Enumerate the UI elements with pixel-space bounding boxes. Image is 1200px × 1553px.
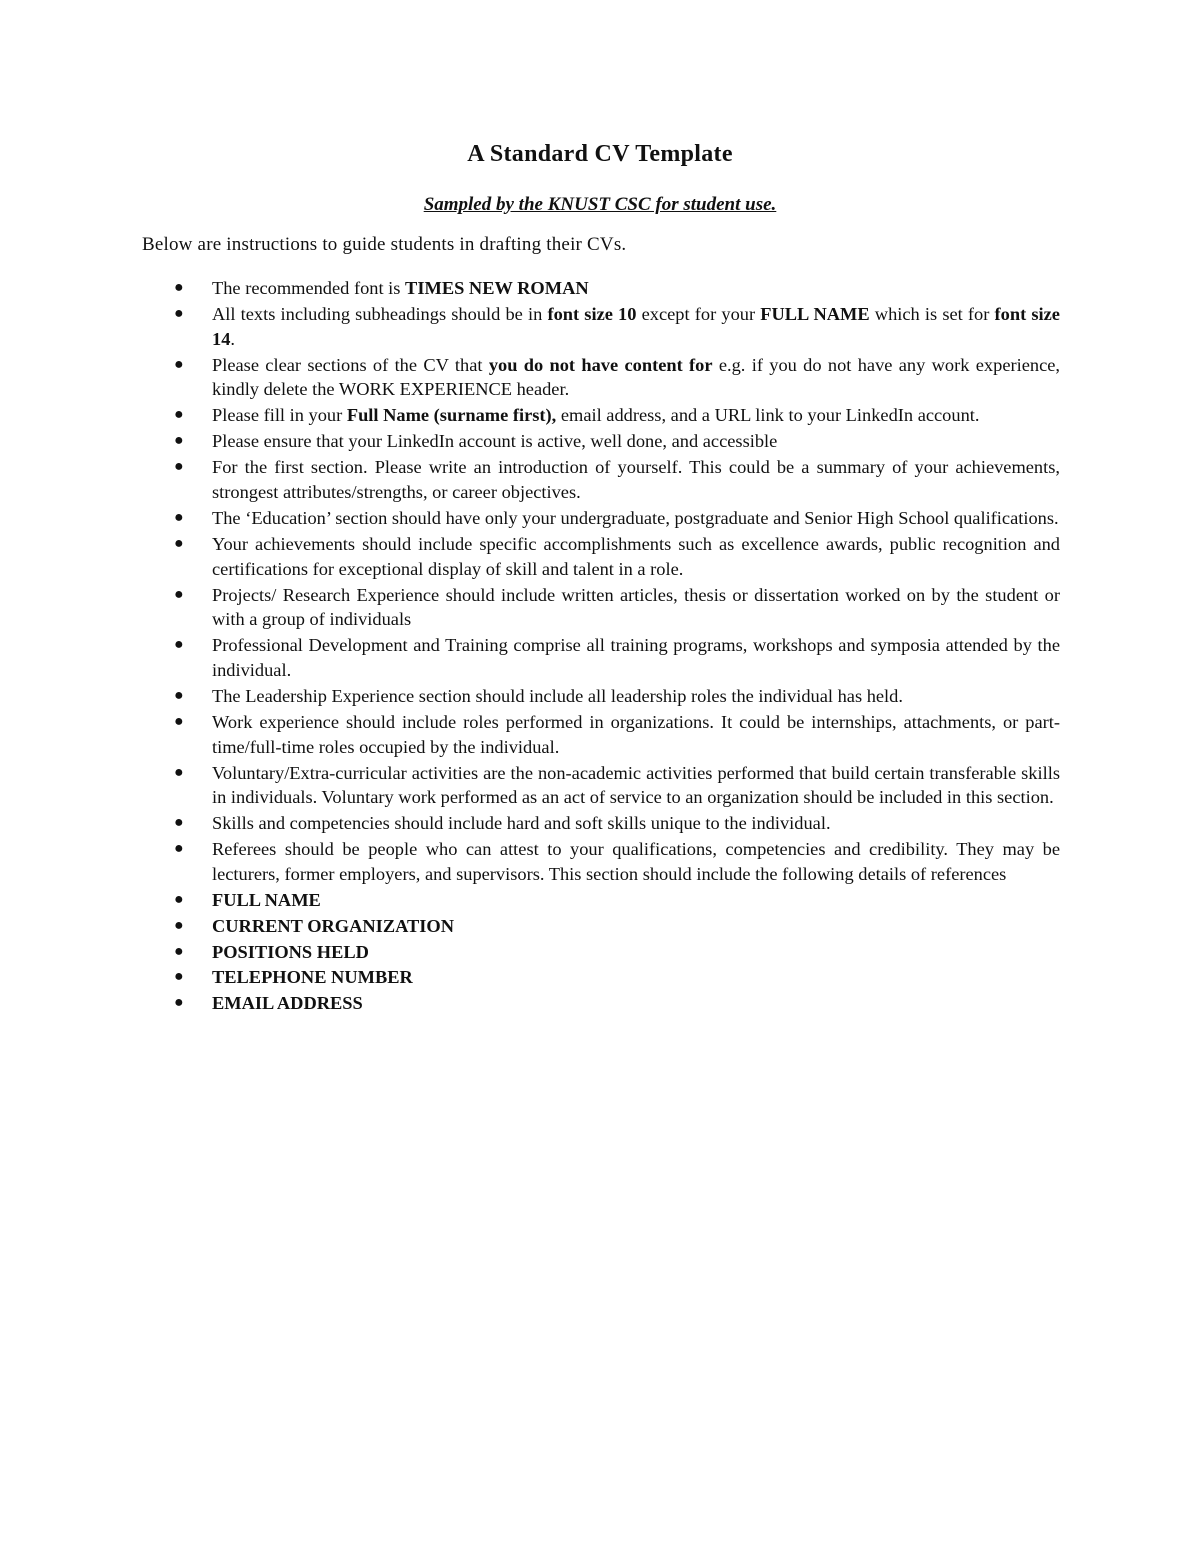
instruction-text: All texts including subheadings should be in	[212, 304, 548, 325]
reference-field-label: TELEPHONE NUMBER	[212, 967, 413, 988]
instruction-item	[142, 633, 1060, 682]
instruction-text: .	[230, 328, 235, 349]
document-title: A Standard CV Template	[467, 141, 733, 167]
bullet-icon: ●	[174, 763, 184, 781]
instruction-item	[142, 583, 1060, 632]
bullet-icon: ●	[174, 509, 184, 527]
emphasis-text: font size 10	[547, 304, 637, 325]
instruction-item	[142, 532, 1060, 581]
bullet-icon: ●	[174, 942, 184, 960]
intro-text: Below are instructions to guide students in drafting their CVs.	[142, 234, 627, 255]
reference-field-item	[142, 965, 1060, 990]
instruction-text: The Leadership Experience section should include all leadership roles the individual has held.	[212, 685, 903, 706]
bullet-icon: ●	[174, 305, 184, 323]
emphasis-text: you do not have content for	[488, 354, 713, 375]
instruction-text: Projects/ Research Experience should include written articles, thesis or dissertation worked on by the student or with a group of individuals	[212, 584, 1060, 630]
emphasis-text: TIMES NEW ROMAN	[405, 278, 589, 298]
instruction-item	[142, 811, 1060, 836]
bullet-icon: ●	[174, 890, 184, 908]
bullet-icon: ●	[174, 636, 184, 654]
instruction-item	[142, 353, 1060, 402]
reference-field-label: EMAIL ADDRESS	[212, 993, 363, 1014]
reference-field-label: POSITIONS HELD	[212, 941, 369, 962]
bullet-icon: ●	[174, 968, 184, 986]
instruction-text: Please clear sections of the CV that	[212, 354, 489, 375]
instruction-text: Please ensure that your LinkedIn account is active, well done, and accessible	[212, 431, 778, 452]
document-subtitle: Sampled by the KNUST CSC for student use.	[423, 194, 777, 215]
bullet-icon: ●	[174, 994, 184, 1012]
bullet-icon: ●	[174, 840, 184, 858]
bullet-icon: ●	[174, 585, 184, 603]
instruction-text: For the first section. Please write an introduction of yourself. This could be a summary of your achievements, strongest attributes/strengths, or career objectives.	[212, 457, 1060, 502]
emphasis-text: FULL NAME	[760, 304, 870, 325]
reference-field-label: FULL NAME	[212, 889, 321, 910]
instruction-text: Please fill in your	[212, 405, 347, 426]
instruction-item	[142, 761, 1060, 810]
reference-field-label: CURRENT ORGANIZATION	[212, 915, 455, 936]
instruction-item	[142, 684, 1060, 709]
instruction-item	[142, 302, 1060, 351]
emphasis-text: Full Name (surname first),	[346, 405, 557, 426]
bullet-icon: ●	[174, 406, 184, 424]
bullet-icon: ●	[174, 458, 184, 476]
emphasis-text: font size 14	[212, 304, 1060, 349]
instruction-item	[142, 276, 1060, 301]
bullet-icon: ●	[174, 279, 184, 296]
instruction-text: The ‘Education’ section should have only your undergraduate, postgraduate and Senior High School qualifications.	[212, 508, 1059, 529]
instruction-text: Skills and competencies should include hard and soft skills unique to the individual.	[212, 813, 831, 834]
instruction-item	[142, 710, 1060, 759]
bullet-icon: ●	[174, 916, 184, 934]
instruction-text: The recommended font is	[212, 278, 406, 298]
instruction-text: Referees should be people who can attest to your qualifications, competencies and credibility. They may be lecturers, former employers, and supervisors. This section should include the following details of references	[212, 839, 1060, 884]
reference-field-item	[142, 888, 1060, 913]
bullet-icon: ●	[174, 355, 184, 373]
instruction-item	[142, 837, 1060, 886]
instruction-text: email address, and a URL link to your LinkedIn account.	[556, 405, 980, 426]
bullet-icon: ●	[174, 814, 184, 832]
instruction-item	[142, 506, 1060, 531]
instruction-item	[142, 455, 1060, 504]
instruction-text: Voluntary/Extra-curricular activities are the non-academic activities performed that build certain transferable skills in individuals. Voluntary work performed as an act of service to an organization should be included in this section.	[212, 762, 1060, 808]
instruction-text: Your achievements should include specific accomplishments such as excellence awards, public recognition and certifications for exceptional display of skill and talent in a role.	[212, 534, 1060, 579]
reference-field-item	[142, 991, 1060, 1016]
reference-field-item	[142, 914, 1060, 939]
instruction-text: which is set for	[869, 304, 995, 325]
instruction-text: Work experience should include roles performed in organizations. It could be internships, attachments, or part-time/full-time roles occupied by the individual.	[212, 712, 1060, 757]
instruction-text: Professional Development and Training comprise all training programs, workshops and symposia attended by the individual.	[212, 635, 1060, 680]
instruction-text: e.g. if you do not have any work experience, kindly delete the WORK EXPERIENCE header.	[212, 354, 1060, 400]
instruction-list	[142, 276, 1060, 1017]
bullet-icon: ●	[174, 432, 184, 450]
instruction-text: except for your	[636, 304, 761, 325]
reference-field-item	[142, 940, 1060, 965]
instruction-item	[142, 429, 1060, 454]
bullet-icon: ●	[174, 686, 184, 704]
bullet-icon: ●	[174, 535, 184, 553]
bullet-icon: ●	[174, 713, 184, 731]
instruction-item	[142, 403, 1060, 428]
